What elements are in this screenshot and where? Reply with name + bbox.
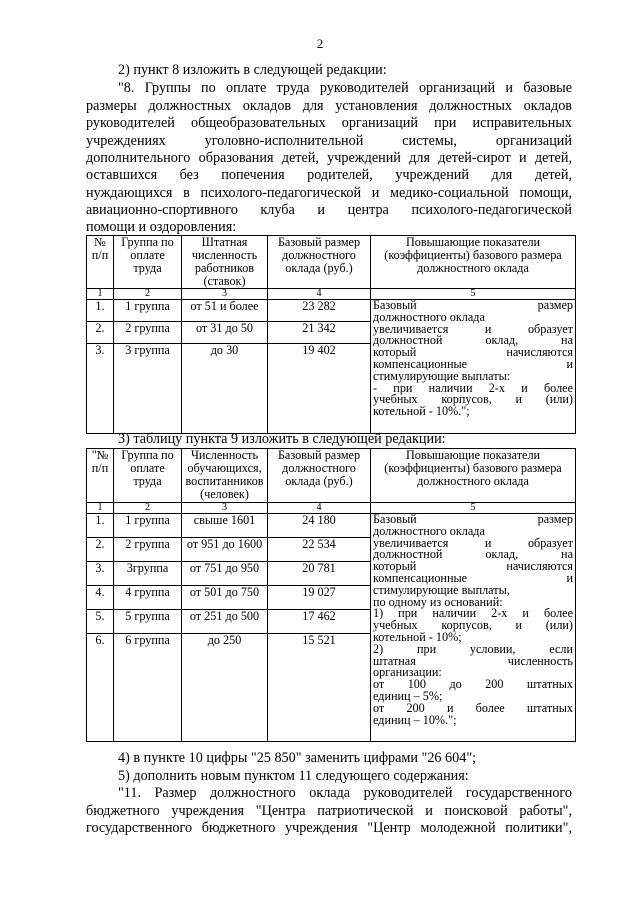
paragraph-line: помощи и оздоровления: — [86, 219, 237, 235]
paragraph-line: размеры должностных окладов для установления должностных окладов — [86, 98, 572, 114]
desc-line: должностной оклад, на — [373, 333, 573, 348]
column-number: 2 — [114, 289, 182, 300]
paragraph-line: "8. Группы по оплате труда руководителей организаций и базовые — [118, 80, 572, 96]
row-number: 2. — [87, 538, 114, 562]
paragraph-line: бюджетного учреждения "Центра патриотической и поисковой работы", — [86, 803, 572, 819]
students-cell: от 501 до 750 — [182, 586, 268, 610]
paragraph-line: 5) дополнить новым пунктом 11 следующего содержания: — [118, 768, 469, 784]
group-cell: 4 группа — [114, 586, 182, 610]
coefficients-cell — [371, 514, 576, 742]
desc-line: 1) при наличии 2-х и более — [373, 606, 573, 621]
column-number: 1 — [87, 503, 114, 514]
paragraph-line: 3) таблицу пункта 9 изложить в следующей редакции: — [118, 431, 446, 447]
paragraph-line: "11. Размер должностного оклада руководителей государственного — [118, 785, 572, 801]
salary-cell: 20 781 — [268, 562, 371, 586]
desc-line: штатная численность — [373, 653, 573, 668]
salary-cell: 17 462 — [268, 610, 371, 634]
header-cell: Повышающие показатели (коэффициенты) базового размера должностного оклада — [371, 236, 576, 289]
paragraph-line: 4) в пункте 10 цифры "25 850" заменить цифрами "26 604"; — [118, 750, 477, 766]
table-row — [87, 514, 576, 538]
group-cell: 3группа — [114, 562, 182, 586]
column-number: 4 — [268, 289, 371, 300]
staff-cell: до 30 — [182, 344, 268, 434]
desc-line: должностного оклада — [373, 523, 485, 538]
groups-table-1 — [86, 235, 576, 434]
paragraph-line: учреждениях уголовно-исполнительной системы, организаций — [86, 133, 572, 149]
students-cell: от 751 до 950 — [182, 562, 268, 586]
header-cell: Численность обучающихся, воспитанников (человек) — [182, 449, 268, 503]
desc-line: который начисляются — [373, 559, 573, 574]
desc-line: котельной - 10%."; — [373, 404, 470, 419]
salary-cell: 19 402 — [268, 344, 371, 434]
group-cell: 2 группа — [114, 538, 182, 562]
row-number: 6. — [87, 634, 114, 742]
desc-line: - при наличии 2-х и более — [373, 380, 573, 395]
desc-line: должностной оклад, на — [373, 547, 573, 562]
desc-line: стимулирующие выплаты, — [373, 582, 510, 597]
row-number: 4. — [87, 586, 114, 610]
row-number: 1. — [87, 514, 114, 538]
salary-cell: 24 180 — [268, 514, 371, 538]
row-number: 1. — [87, 300, 114, 322]
desc-line: который начисляются — [373, 345, 573, 360]
column-number: 5 — [371, 289, 576, 300]
row-number: 3. — [87, 562, 114, 586]
paragraph-line: государственного бюджетного учреждения "Центр молодежной политики", — [86, 820, 572, 836]
paragraph-line: руководителей общеобразовательных организаций при исправительных — [86, 115, 572, 131]
desc-line: должностного оклада — [373, 309, 485, 324]
header-cell: Группа по оплате труда — [114, 236, 182, 289]
column-number: 2 — [114, 503, 182, 514]
desc-line: стимулирующие выплаты: — [373, 368, 511, 383]
coefficients-cell — [371, 300, 576, 434]
page-number: 2 — [316, 36, 324, 51]
salary-cell: 19 027 — [268, 586, 371, 610]
column-number: 3 — [182, 503, 268, 514]
desc-line: увеличивается и образует — [373, 535, 573, 550]
students-cell: свыше 1601 — [182, 514, 268, 538]
column-number: 5 — [371, 503, 576, 514]
paragraph-line: нуждающихся в психолого-педагогической и медико-социальной помощи, — [86, 185, 572, 201]
column-number: 3 — [182, 289, 268, 300]
desc-line: учебных корпусов, и (или) — [373, 392, 573, 407]
group-cell: 5 группа — [114, 610, 182, 634]
row-number: 3. — [87, 344, 114, 434]
desc-line: Базовый размер — [373, 298, 573, 312]
table-header-row — [87, 449, 576, 503]
row-number: 5. — [87, 610, 114, 634]
salary-cell: 22 534 — [268, 538, 371, 562]
desc-line: 2) при условии, если — [373, 641, 573, 656]
desc-line: компенсационные и — [373, 570, 573, 585]
header-cell: Группа по оплате труда — [114, 449, 182, 503]
column-number: 1 — [87, 289, 114, 300]
header-cell: Базовый размер должностного оклада (руб.) — [268, 236, 371, 289]
staff-cell: от 51 и более — [182, 300, 268, 322]
desc-line: учебных корпусов, и (или) — [373, 618, 573, 633]
salary-cell: 21 342 — [268, 322, 371, 344]
desc-line: котельной - 10%; — [373, 629, 462, 644]
column-number: 4 — [268, 503, 371, 514]
students-cell: от 951 до 1600 — [182, 538, 268, 562]
paragraph-line: 2) пункт 8 изложить в следующей редакции: — [118, 62, 387, 78]
header-cell: Повышающие показатели (коэффициенты) базового размера должностного оклада — [371, 449, 576, 503]
desc-line: увеличивается и образует — [373, 321, 573, 336]
header-cell: Штатная численность работников (ставок) — [182, 236, 268, 289]
desc-line: от 100 до 200 штатных — [373, 677, 573, 692]
desc-line: единиц – 10%."; — [373, 712, 457, 727]
paragraph-line: авиационно-спортивного клуба и центра психолого-педагогической — [86, 202, 572, 218]
row-number: 2. — [87, 322, 114, 344]
group-cell: 2 группа — [114, 322, 182, 344]
groups-table-2 — [86, 448, 576, 742]
paragraph-line: оставшихся без попечения родителей, учреждений для детей, — [86, 167, 572, 183]
desc-line: Базовый размер — [373, 512, 573, 526]
students-cell: от 251 до 500 — [182, 610, 268, 634]
salary-cell: 23 282 — [268, 300, 371, 322]
desc-line: от 200 и более штатных — [373, 700, 573, 715]
group-cell: 1 группа — [114, 300, 182, 322]
students-cell: до 250 — [182, 634, 268, 742]
header-cell: "№ п/п — [87, 449, 114, 503]
desc-line: единиц – 5%; — [373, 688, 443, 703]
salary-cell: 15 521 — [268, 634, 371, 742]
group-cell: 1 группа — [114, 514, 182, 538]
desc-line: организации: — [373, 665, 442, 680]
desc-line: по одному из оснований: — [373, 594, 503, 609]
paragraph-line: дополнительного образования детей, учреждений для детей-сирот и детей, — [86, 150, 572, 166]
header-cell: Базовый размер должностного оклада (руб.) — [268, 449, 371, 503]
group-cell: 6 группа — [114, 634, 182, 742]
table-row — [87, 300, 576, 322]
table-header-row — [87, 236, 576, 289]
group-cell: 3 группа — [114, 344, 182, 434]
header-cell: № п/п — [87, 236, 114, 289]
desc-line: компенсационные и — [373, 356, 573, 371]
staff-cell: от 31 до 50 — [182, 322, 268, 344]
